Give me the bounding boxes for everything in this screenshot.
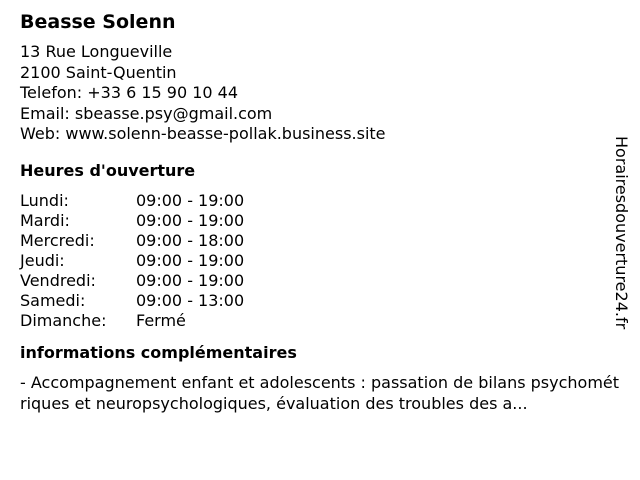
site-watermark: Horairesdouverture24.fr: [612, 136, 631, 330]
opening-hours-table: [20, 191, 620, 331]
day-label: Jeudi:: [20, 250, 65, 270]
additional-info-title: informations complémentaires: [20, 342, 297, 362]
day-label: Mardi:: [20, 210, 70, 230]
day-label: Mercredi:: [20, 230, 95, 250]
email-line: Email: sbeasse.psy@gmail.com: [20, 103, 273, 123]
hours-row-wednesday: [20, 231, 620, 251]
day-label: Samedi:: [20, 290, 86, 310]
additional-info-text: - Accompagnement enfant et adolescents : passation de bilans psychométriques et neuropsychologiques, évaluation des troubles des a...: [20, 372, 620, 413]
hours-row-sunday: [20, 311, 620, 331]
time-value: 09:00 - 19:00: [136, 270, 245, 290]
opening-hours-title: Heures d'ouverture: [20, 160, 196, 180]
address-line-2: 2100 Saint-Quentin: [20, 62, 177, 82]
address-line-1: 13 Rue Longueville: [20, 42, 173, 61]
time-value: 09:00 - 19:00: [136, 250, 245, 270]
business-card: [20, 10, 620, 414]
day-label: Dimanche:: [20, 310, 107, 330]
time-value: 09:00 - 19:00: [136, 210, 245, 230]
time-value: 09:00 - 13:00: [136, 290, 245, 310]
hours-row-thursday: [20, 251, 620, 271]
hours-row-friday: [20, 271, 620, 291]
contact-block: [20, 42, 620, 145]
time-value: 09:00 - 19:00: [136, 190, 245, 210]
day-label: Vendredi:: [20, 270, 96, 290]
time-value: 09:00 - 18:00: [136, 230, 245, 250]
phone-line: Telefon: +33 6 15 90 10 44: [20, 83, 239, 102]
hours-row-saturday: [20, 291, 620, 311]
hours-row-tuesday: [20, 211, 620, 231]
hours-row-monday: [20, 191, 620, 211]
day-label: Lundi:: [20, 190, 69, 210]
web-line: Web: www.solenn-beasse-pollak.business.site: [20, 124, 386, 143]
time-value: Fermé: [136, 310, 186, 330]
business-name: Beasse Solenn: [20, 11, 176, 33]
